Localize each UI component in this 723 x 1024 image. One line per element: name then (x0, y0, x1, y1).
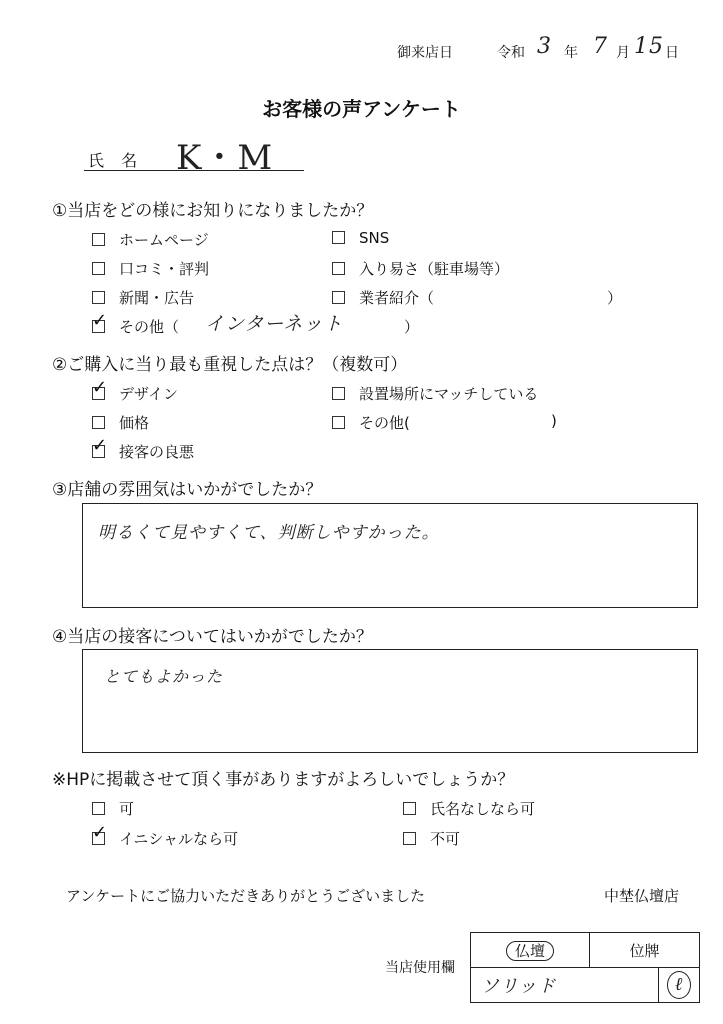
staff-use-label: 当店使用欄 (385, 960, 455, 976)
q2-option-price[interactable]: 価格 (92, 412, 149, 433)
checkbox-checked[interactable] (92, 320, 105, 333)
page-title: お客様の声アンケート (262, 97, 461, 121)
checkbox-checked[interactable] (92, 445, 105, 458)
name-value: K・M (176, 138, 274, 178)
checkbox[interactable] (92, 233, 105, 246)
q2-option-service[interactable]: ✓接客の良悪 (92, 441, 194, 462)
q5-option-initials-ok[interactable]: ✓イニシャルなら可 (92, 828, 238, 849)
q2-other-close: ) (551, 412, 557, 430)
name-label: 氏 名 (88, 151, 144, 170)
staff-col-butsudan: 仏壇 (471, 933, 590, 968)
checkbox[interactable] (332, 387, 345, 400)
q1-option-referral[interactable]: 業者紹介（ (332, 287, 434, 308)
q3-question: ③店舗の雰囲気はいかがでしたか？ (52, 480, 323, 500)
q1-option-accessibility[interactable]: 入り易さ（駐車場等） (332, 258, 509, 279)
checkbox[interactable] (92, 262, 105, 275)
q4-question: ④当店の接客についてはいかがでしたか？ (52, 627, 373, 647)
name-underline (84, 170, 304, 171)
q1-option-sns[interactable]: SNS (332, 229, 389, 247)
year-unit: 年 (564, 45, 578, 61)
q5-option-ok[interactable]: 可 (92, 798, 134, 819)
day-unit: 日 (665, 45, 679, 61)
checkbox[interactable] (92, 802, 105, 815)
q2-option-match-location[interactable]: 設置場所にマッチしている (332, 383, 538, 404)
q1-option-other[interactable]: ✓その他（ (92, 316, 179, 337)
visit-month-value: 7 (593, 34, 608, 59)
month-unit: 月 (616, 45, 630, 61)
q1-referral-close: ） (607, 289, 623, 307)
visit-date-label: 御来店日 (397, 45, 453, 61)
q1-other-written: インターネット (205, 313, 344, 335)
visit-day-value: 15 (634, 34, 664, 59)
q1-option-newspaper[interactable]: 新聞・広告 (92, 287, 194, 308)
checkbox-checked[interactable] (92, 832, 105, 845)
q2-option-other[interactable]: その他( (332, 412, 410, 433)
checkbox[interactable] (403, 832, 416, 845)
staff-mark: ℓ (659, 968, 700, 1003)
staff-col-ihai: 位牌 (590, 933, 700, 968)
q3-answer-text: 明るくて見やすくて、判断しやすかった。 (98, 523, 440, 543)
q1-option-word-of-mouth[interactable]: 口コミ・評判 (92, 258, 209, 279)
checkbox[interactable] (92, 291, 105, 304)
q5-question: ※HPに掲載させて頂く事がありますがよろしいでしょうか？ (52, 770, 515, 790)
era-label: 令和 (497, 45, 525, 61)
q2-question: ②ご購入に当り最も重視した点は？（複数可） (52, 355, 408, 375)
thanks-message: アンケートにご協力いただきありがとうございました (66, 887, 426, 905)
checkbox[interactable] (403, 802, 416, 815)
checkbox[interactable] (332, 291, 345, 304)
staff-use-table (470, 932, 700, 1003)
q1-question: ①当店をどの様にお知りになりましたか？ (52, 201, 374, 221)
checkbox[interactable] (332, 262, 345, 275)
q2-option-design[interactable]: ✓デザイン (92, 383, 178, 404)
checkbox-checked[interactable] (92, 387, 105, 400)
store-name: 中埜仏壇店 (604, 887, 680, 905)
q1-option-homepage[interactable]: ホームページ (92, 229, 209, 250)
q4-answer-text: とてもよかった (104, 667, 224, 686)
q5-option-ok-without-name[interactable]: 氏名なしなら可 (403, 798, 535, 819)
q1-other-close: ） (404, 318, 420, 336)
checkbox[interactable] (332, 231, 345, 244)
checkbox[interactable] (92, 416, 105, 429)
checkbox[interactable] (332, 416, 345, 429)
visit-year-value: 3 (537, 34, 552, 59)
q5-option-not-ok[interactable]: 不可 (403, 828, 460, 849)
staff-written-value: ソリッド (471, 968, 659, 1003)
